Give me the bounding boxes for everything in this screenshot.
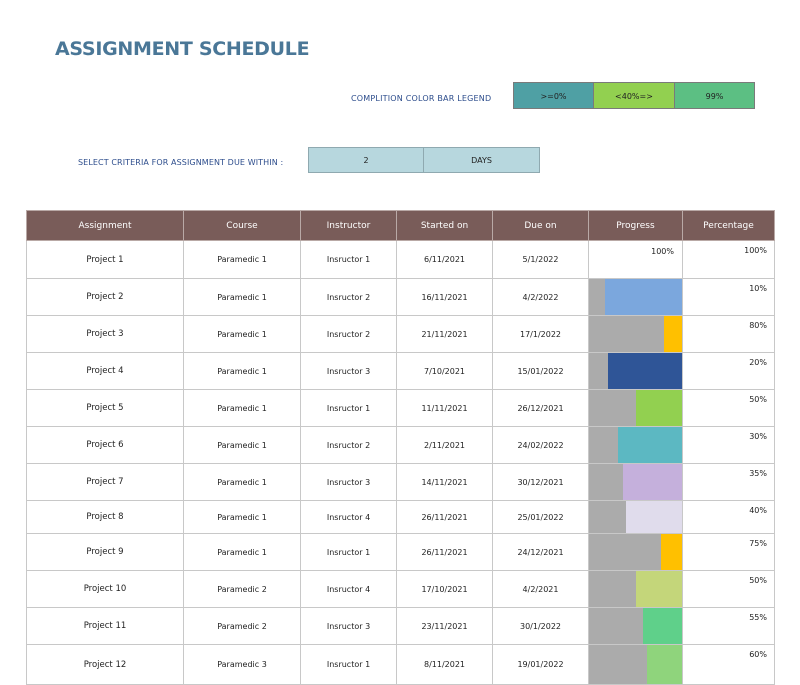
cell-due-on[interactable]: 24/12/2021 [493, 534, 589, 571]
cell-progress [589, 390, 683, 427]
cell-assignment[interactable]: Project 2 [27, 279, 184, 316]
criteria-value: 2 [363, 156, 369, 165]
cell-started-on[interactable]: 23/11/2021 [397, 608, 493, 645]
cell-instructor[interactable]: Insructor 3 [301, 464, 397, 501]
cell-instructor[interactable]: Insructor 1 [301, 534, 397, 571]
assignment-table [26, 210, 775, 685]
table-row[interactable] [27, 464, 775, 501]
cell-course[interactable]: Paramedic 1 [184, 279, 301, 316]
legend-item-gte-0 [513, 82, 594, 109]
table-row[interactable] [27, 608, 775, 645]
progress-bar-complete [589, 534, 661, 570]
header-instructor[interactable]: Instructor [301, 211, 397, 241]
progress-bar [589, 501, 682, 533]
cell-progress [589, 353, 683, 390]
cell-percentage[interactable]: 60% [683, 645, 775, 685]
cell-assignment[interactable]: Project 9 [27, 534, 184, 571]
cell-assignment[interactable]: Project 12 [27, 645, 184, 685]
cell-started-on[interactable]: 6/11/2021 [397, 241, 493, 279]
progress-bar-remaining [618, 427, 682, 463]
table-header-row [27, 211, 775, 241]
table-row[interactable] [27, 241, 775, 279]
progress-bar [589, 608, 682, 644]
progress-bar-complete [589, 464, 623, 500]
legend-item-lt-40 [593, 82, 675, 109]
criteria-unit-text: DAYS [471, 156, 492, 165]
cell-percentage[interactable]: 10% [683, 279, 775, 316]
cell-due-on[interactable]: 15/01/2022 [493, 353, 589, 390]
cell-course[interactable]: Paramedic 1 [184, 390, 301, 427]
cell-percentage[interactable]: 55% [683, 608, 775, 645]
cell-course[interactable]: Paramedic 1 [184, 316, 301, 353]
progress-bar [589, 534, 682, 570]
table-row[interactable] [27, 390, 775, 427]
page-title: ASSIGNMENT SCHEDULE [55, 38, 310, 60]
cell-assignment[interactable]: Project 8 [27, 501, 184, 534]
cell-instructor[interactable]: Insructor 3 [301, 353, 397, 390]
progress-bar-remaining [605, 279, 682, 315]
progress-bar-remaining [643, 608, 682, 644]
cell-progress [589, 534, 683, 571]
legend-item-99 [674, 82, 755, 109]
cell-due-on[interactable]: 24/02/2022 [493, 427, 589, 464]
header-assignment[interactable]: Assignment [27, 211, 184, 241]
cell-started-on[interactable]: 2/11/2021 [397, 427, 493, 464]
progress-bar-complete [589, 608, 643, 644]
cell-percentage[interactable]: 100% [683, 241, 775, 279]
cell-due-on[interactable]: 4/2/2022 [493, 279, 589, 316]
progress-bar-remaining [626, 501, 682, 533]
cell-assignment[interactable]: Project 11 [27, 608, 184, 645]
legend-item-text: 99% [705, 92, 724, 101]
cell-progress [589, 464, 683, 501]
cell-started-on[interactable]: 7/10/2021 [397, 353, 493, 390]
progress-bar [589, 571, 682, 607]
header-started-on[interactable]: Started on [397, 211, 493, 241]
cell-started-on[interactable]: 16/11/2021 [397, 279, 493, 316]
progress-bar-remaining [661, 534, 682, 570]
table-row[interactable] [27, 571, 775, 608]
progress-bar [589, 427, 682, 463]
cell-course[interactable]: Paramedic 1 [184, 534, 301, 571]
cell-due-on[interactable]: 30/12/2021 [493, 464, 589, 501]
cell-progress [589, 645, 683, 685]
cell-instructor[interactable]: Insructor 2 [301, 427, 397, 464]
cell-instructor[interactable]: Insructor 3 [301, 608, 397, 645]
criteria-label: SELECT CRITERIA FOR ASSIGNMENT DUE WITHIN : [78, 158, 284, 167]
table-row[interactable] [27, 353, 775, 390]
cell-instructor[interactable]: Insructor 2 [301, 316, 397, 353]
cell-instructor[interactable]: Insructor 4 [301, 501, 397, 534]
progress-label: 100% [651, 247, 674, 256]
table-row[interactable] [27, 316, 775, 353]
criteria-days-input[interactable] [308, 147, 424, 173]
cell-progress [589, 241, 683, 279]
cell-instructor[interactable]: Insructor 2 [301, 279, 397, 316]
cell-instructor[interactable]: Insructor 1 [301, 390, 397, 427]
progress-bar-remaining [636, 571, 682, 607]
cell-assignment[interactable]: Project 4 [27, 353, 184, 390]
cell-progress [589, 608, 683, 645]
progress-bar-complete [589, 427, 618, 463]
cell-started-on[interactable]: 26/11/2021 [397, 501, 493, 534]
cell-assignment[interactable]: Project 6 [27, 427, 184, 464]
table-row[interactable] [27, 501, 775, 534]
progress-bar-complete [589, 571, 636, 607]
progress-bar [589, 353, 682, 389]
cell-course[interactable]: Paramedic 1 [184, 353, 301, 390]
progress-bar [589, 390, 682, 426]
header-course[interactable]: Course [184, 211, 301, 241]
cell-course[interactable]: Paramedic 1 [184, 464, 301, 501]
cell-started-on[interactable]: 17/10/2021 [397, 571, 493, 608]
progress-bar-remaining [664, 316, 682, 352]
cell-course[interactable]: Paramedic 2 [184, 608, 301, 645]
cell-assignment[interactable]: Project 5 [27, 390, 184, 427]
cell-progress [589, 501, 683, 534]
cell-assignment[interactable]: Project 3 [27, 316, 184, 353]
cell-due-on[interactable]: 30/1/2022 [493, 608, 589, 645]
table-row[interactable] [27, 279, 775, 316]
cell-progress [589, 279, 683, 316]
cell-percentage[interactable]: 20% [683, 353, 775, 390]
progress-bar-complete [589, 390, 636, 426]
cell-progress [589, 316, 683, 353]
cell-due-on[interactable]: 25/01/2022 [493, 501, 589, 534]
cell-assignment[interactable]: Project 10 [27, 571, 184, 608]
cell-started-on[interactable]: 11/11/2021 [397, 390, 493, 427]
cell-assignment[interactable]: Project 1 [27, 241, 184, 279]
legend-item-text: <40%=> [615, 92, 653, 101]
cell-percentage[interactable]: 50% [683, 390, 775, 427]
cell-started-on[interactable]: 14/11/2021 [397, 464, 493, 501]
progress-bar [589, 279, 682, 315]
progress-bar-remaining [623, 464, 682, 500]
cell-instructor[interactable]: Insructor 1 [301, 241, 397, 279]
table-row[interactable] [27, 645, 775, 685]
cell-progress [589, 571, 683, 608]
cell-course[interactable]: Paramedic 1 [184, 427, 301, 464]
cell-percentage[interactable]: 80% [683, 316, 775, 353]
progress-bar [589, 316, 682, 352]
progress-bar-complete [589, 501, 626, 533]
header-progress[interactable]: Progress [589, 211, 683, 241]
progress-bar-complete [589, 353, 608, 389]
legend-label: COMPLITION COLOR BAR LEGEND [351, 94, 492, 103]
cell-percentage[interactable]: 40% [683, 501, 775, 534]
cell-due-on[interactable]: 26/12/2021 [493, 390, 589, 427]
legend-item-text: >=0% [540, 92, 567, 101]
cell-assignment[interactable]: Project 7 [27, 464, 184, 501]
progress-bar-remaining [608, 353, 682, 389]
criteria-unit [423, 147, 540, 173]
cell-instructor[interactable]: Insructor 1 [301, 645, 397, 685]
table-row[interactable] [27, 534, 775, 571]
header-percentage[interactable]: Percentage [683, 211, 775, 241]
header-due-on[interactable]: Due on [493, 211, 589, 241]
table-row[interactable] [27, 427, 775, 464]
cell-course[interactable]: Paramedic 2 [184, 571, 301, 608]
cell-due-on[interactable]: 19/01/2022 [493, 645, 589, 685]
cell-percentage[interactable]: 50% [683, 571, 775, 608]
cell-course[interactable]: Paramedic 1 [184, 501, 301, 534]
progress-bar [589, 645, 682, 684]
cell-percentage[interactable]: 35% [683, 464, 775, 501]
cell-started-on[interactable]: 21/11/2021 [397, 316, 493, 353]
progress-bar-complete [589, 645, 647, 684]
cell-percentage[interactable]: 30% [683, 427, 775, 464]
cell-percentage[interactable]: 75% [683, 534, 775, 571]
cell-due-on[interactable]: 5/1/2022 [493, 241, 589, 279]
cell-course[interactable]: Paramedic 1 [184, 241, 301, 279]
progress-bar-remaining [647, 645, 682, 684]
cell-started-on[interactable]: 8/11/2021 [397, 645, 493, 685]
cell-started-on[interactable]: 26/11/2021 [397, 534, 493, 571]
cell-progress [589, 427, 683, 464]
cell-due-on[interactable]: 17/1/2022 [493, 316, 589, 353]
cell-course[interactable]: Paramedic 3 [184, 645, 301, 685]
progress-bar-remaining [636, 390, 682, 426]
progress-bar-complete [589, 316, 664, 352]
cell-due-on[interactable]: 4/2/2021 [493, 571, 589, 608]
progress-bar-complete [589, 279, 605, 315]
progress-bar [589, 464, 682, 500]
cell-instructor[interactable]: Insructor 4 [301, 571, 397, 608]
